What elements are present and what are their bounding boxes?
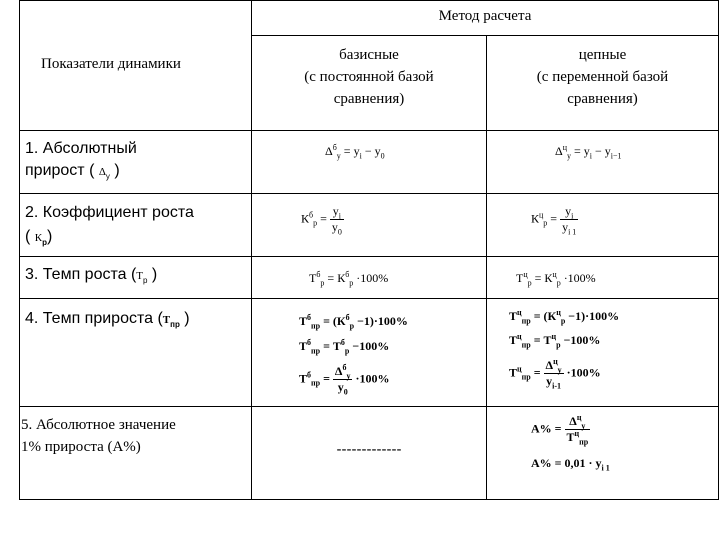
- formula-coef-basic: [301, 204, 344, 235]
- chain-header-line: цепные: [578, 47, 627, 63]
- formula-sup: ц: [562, 143, 567, 152]
- formula-sup: б: [345, 270, 350, 279]
- fraction-numerator: [333, 364, 353, 380]
- fraction-denominator: [560, 220, 578, 235]
- formula-fraction: [544, 358, 564, 389]
- formula-part: Т: [566, 430, 575, 444]
- formula-part: Δ: [569, 414, 577, 428]
- formula-sub: р: [344, 346, 350, 356]
- formula-part: К: [301, 211, 310, 226]
- formula-part: =: [547, 211, 561, 226]
- table-border-bottom: [19, 499, 719, 500]
- chain-header-line: (с переменной базой: [536, 69, 669, 85]
- formula-sub: 0: [343, 387, 348, 397]
- table-border-top: [19, 0, 719, 1]
- formula-sub: р: [556, 278, 561, 288]
- formula-part: −1)·100%: [565, 309, 620, 323]
- label-text: прирост (: [25, 162, 99, 179]
- dynamics-table: [19, 0, 719, 500]
- formula-part: Т: [516, 271, 524, 285]
- formula-inc-chain-3: [509, 358, 601, 389]
- formula-sup: ц: [517, 308, 522, 317]
- fraction-numerator: [330, 204, 344, 220]
- formula-sub: пр: [521, 316, 531, 326]
- formula-part: ·100%: [560, 271, 596, 285]
- formula-part: Т: [299, 371, 308, 386]
- formula-rate-basic: [309, 271, 388, 286]
- absval-basic-dashes: -------------: [336, 441, 402, 458]
- formula-part: y: [546, 374, 553, 388]
- formula-sup: б: [307, 370, 312, 380]
- formula-part: y: [332, 204, 339, 218]
- formula-sub: пр: [311, 346, 321, 356]
- formula-sub: i 1: [601, 463, 610, 473]
- formula-sub: 0: [337, 227, 342, 237]
- row-growth-coefficient-label: [25, 201, 250, 250]
- label-line: 5. Абсолютное значение: [21, 417, 176, 433]
- formula-sub: пр: [521, 372, 531, 382]
- formula-part: = Т: [320, 339, 341, 353]
- formula-sup: б: [316, 270, 321, 279]
- formula-part: А% = 0,01 · y: [531, 456, 602, 470]
- formula-part: ·100%: [353, 271, 389, 285]
- formula-part: = Т: [530, 333, 552, 347]
- formula-sub: у: [581, 421, 586, 431]
- formula-fraction: [565, 414, 591, 445]
- k-symbol: К: [34, 232, 43, 244]
- formula-part: ·100%: [352, 371, 390, 386]
- formula-sub: i: [589, 151, 593, 161]
- indicators-header: Показатели динамики: [41, 56, 181, 72]
- formula-part: =: [530, 365, 544, 380]
- formula-sub: р: [313, 218, 318, 228]
- formula-part: = (К: [530, 309, 557, 323]
- formula-sup: ц: [576, 413, 582, 422]
- row-increase-rate-label: [25, 310, 250, 328]
- formula-sup: ц: [517, 332, 522, 341]
- formula-abs-basic: [325, 144, 385, 159]
- basic-column-header: [252, 44, 486, 110]
- label-subscript: пр: [170, 320, 180, 330]
- formula-sup: б: [332, 143, 337, 152]
- formula-part: = (К: [320, 314, 346, 328]
- formula-fraction: [560, 204, 578, 235]
- formula-part: Т: [509, 309, 518, 323]
- formula-absval-chain-2: [531, 456, 610, 471]
- formula-part: Δ: [334, 364, 343, 378]
- formula-part: = y: [343, 144, 360, 158]
- formula-sub: i: [571, 211, 574, 221]
- formula-part: Т: [299, 314, 308, 328]
- fraction-denominator: [333, 380, 353, 395]
- delta-symbol: Δ: [98, 166, 106, 178]
- formula-rate-chain: [516, 271, 596, 286]
- formula-sub: р: [527, 278, 532, 288]
- fraction-denominator: [330, 220, 344, 235]
- table-border-left: [19, 0, 20, 500]
- row-divider: [19, 298, 719, 299]
- formula-part: y: [562, 220, 569, 234]
- formula-inc-basic-2: [299, 339, 389, 354]
- formula-part: −1)·100%: [354, 314, 408, 328]
- basic-header-line: базисные: [339, 47, 399, 63]
- formula-inc-basic-1: [299, 314, 408, 329]
- formula-sub: пр: [311, 321, 321, 331]
- formula-part: y: [337, 380, 344, 394]
- formula-sup: ц: [574, 429, 580, 438]
- formula-part: Т: [509, 365, 518, 380]
- t-symbol: Т: [162, 314, 171, 326]
- formula-part: А% =: [531, 421, 565, 436]
- formula-sub: 0: [380, 151, 385, 161]
- formula-sup: ц: [539, 210, 544, 220]
- formula-part: =: [317, 211, 330, 226]
- formula-part: y: [331, 220, 338, 234]
- label-line: [25, 225, 250, 250]
- t-symbol: Т: [136, 270, 144, 282]
- table-border-right: [718, 0, 719, 500]
- formula-sub: i: [359, 151, 362, 161]
- label-subscript: у: [105, 172, 110, 182]
- formula-inc-chain-2: [509, 333, 600, 348]
- formula-part: = y: [574, 144, 590, 158]
- formula-sub: р: [543, 218, 548, 228]
- formula-fraction: [333, 364, 353, 395]
- formula-sub: р: [349, 278, 354, 288]
- formula-coef-chain: [531, 204, 578, 235]
- fraction-numerator: [560, 204, 578, 220]
- formula-part: Т: [509, 333, 518, 347]
- formula-part: = К: [531, 271, 553, 285]
- formula-part: ·100%: [563, 365, 601, 380]
- formula-part: y: [565, 204, 572, 218]
- row-growth-rate-label: [25, 266, 250, 284]
- row-absolute-increase-label: [25, 138, 250, 183]
- row-divider: [19, 193, 719, 194]
- formula-part: = К: [324, 271, 346, 285]
- formula-sup: ц: [523, 270, 528, 279]
- formula-inc-basic-3: [299, 364, 389, 395]
- formula-absval-chain-1: [531, 414, 590, 445]
- fraction-denominator: [544, 374, 564, 389]
- header-divider: [251, 35, 719, 36]
- formula-sup: б: [340, 338, 345, 347]
- label-subscript: р: [42, 238, 48, 248]
- formula-sup: б: [345, 313, 350, 322]
- fraction-numerator: [544, 358, 564, 374]
- formula-sub: у: [346, 371, 351, 381]
- formula-part: =: [320, 371, 333, 386]
- formula-sub: р: [349, 321, 355, 331]
- row-absolute-value-label: [21, 414, 251, 458]
- formula-inc-chain-1: [509, 309, 619, 324]
- formula-sub: у: [567, 151, 571, 161]
- formula-sup: ц: [551, 332, 557, 341]
- label-line: 1% прироста (А%): [21, 439, 141, 455]
- fraction-denominator: [565, 430, 591, 445]
- row-divider: [19, 130, 719, 131]
- method-header: Метод расчета: [438, 8, 532, 24]
- formula-part: Т: [309, 271, 317, 285]
- basic-header-line: (с постоянной базой: [304, 69, 434, 85]
- fraction-numerator: [565, 414, 591, 430]
- formula-sup: ц: [517, 364, 522, 374]
- label-line: 2. Коэффициент роста: [25, 204, 194, 221]
- formula-sup: б: [342, 363, 347, 372]
- label-subscript: р: [143, 276, 148, 286]
- formula-sup: ц: [556, 308, 561, 317]
- row-divider: [19, 406, 719, 407]
- formula-sub: р: [560, 316, 566, 326]
- basic-header-line: сравнения): [333, 91, 405, 107]
- label-line: 1. Абсолютный: [25, 140, 137, 157]
- label-text: ): [47, 228, 53, 245]
- label-line: [25, 160, 250, 183]
- label-text: 4. Темп прироста (: [25, 310, 163, 327]
- formula-part: К: [531, 211, 540, 226]
- formula-sub: i 1: [568, 227, 577, 237]
- chain-column-header: [487, 44, 718, 110]
- formula-sub: i: [338, 211, 341, 221]
- formula-sub: р: [556, 340, 561, 350]
- formula-part: Δ: [545, 358, 554, 372]
- label-text: ): [179, 310, 190, 327]
- formula-sup: б: [307, 338, 312, 347]
- formula-part: Δ: [555, 144, 563, 158]
- formula-part: Т: [299, 339, 308, 353]
- formula-fraction: [330, 204, 344, 235]
- label-text: ): [147, 266, 158, 283]
- formula-part: − y: [361, 144, 381, 158]
- formula-sup: ц: [553, 357, 558, 366]
- formula-sup: ц: [552, 270, 557, 279]
- formula-part: Δ: [325, 144, 333, 158]
- label-text: (: [25, 228, 35, 245]
- label-text: 3. Темп роста (: [25, 266, 137, 283]
- formula-sub: пр: [521, 340, 531, 350]
- formula-sub: у: [557, 365, 562, 375]
- formula-sub: i−1: [610, 151, 622, 161]
- formula-sub: у: [336, 151, 341, 161]
- formula-sup: б: [307, 313, 312, 322]
- formula-sub: i-1: [552, 381, 562, 391]
- formula-sup: б: [309, 210, 314, 220]
- formula-part: −100%: [349, 339, 390, 353]
- row-divider: [19, 256, 719, 257]
- formula-sub: пр: [311, 378, 321, 388]
- formula-sub: р: [320, 278, 325, 288]
- chain-header-line: сравнения): [567, 91, 638, 107]
- formula-part: −100%: [560, 333, 601, 347]
- label-text: ): [109, 162, 120, 179]
- formula-abs-chain: [555, 144, 622, 159]
- formula-sub: пр: [579, 437, 589, 447]
- formula-part: − y: [592, 144, 611, 158]
